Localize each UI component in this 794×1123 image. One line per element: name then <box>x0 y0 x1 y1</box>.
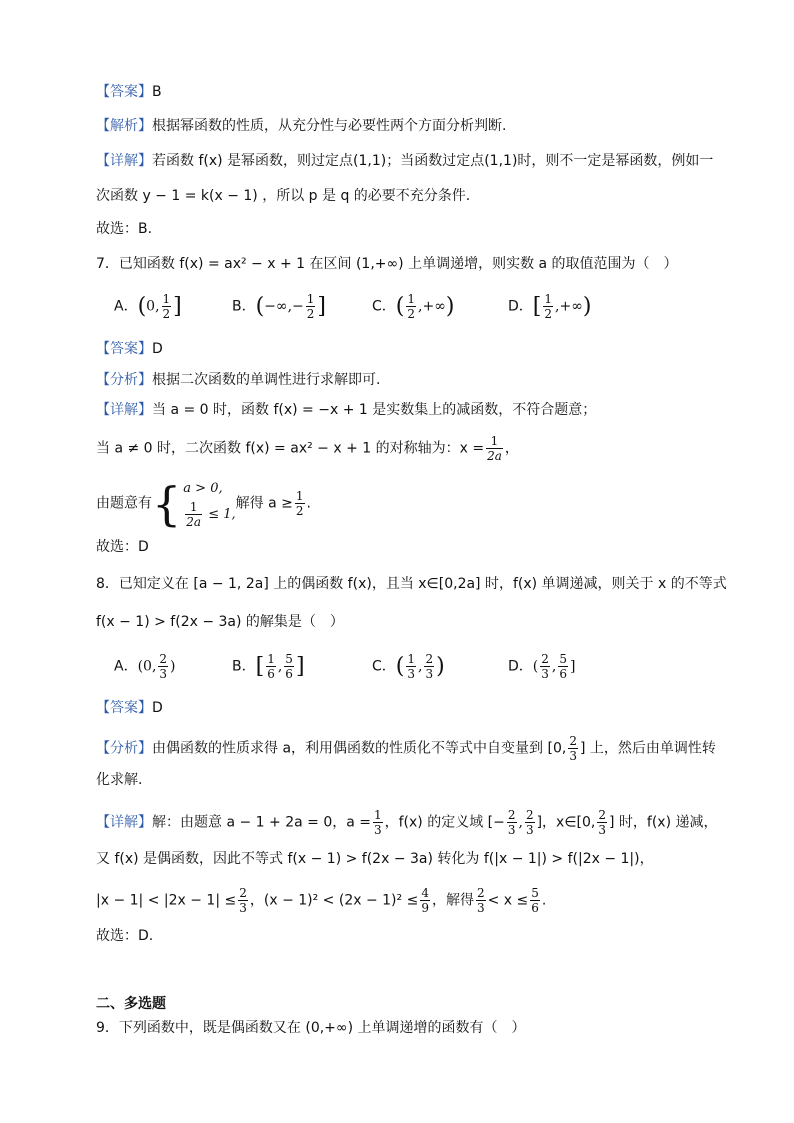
q8-stem-line-1: 8．已知定义在 [a − 1, 2a] 上的偶函数 f(x)，且当 x∈[0,2a] 时，f(x) 单调递减，则关于 x 的不等式 <box>96 576 727 592</box>
q7-option-d: D．[ $\frac{1}{2}$ ,+∞) <box>508 292 592 321</box>
q8-analysis-line-2: 化求解. <box>96 772 143 788</box>
q7-option-c: C．( $\frac{1}{2}$ ,+∞) <box>372 292 455 321</box>
analysis-text: 根据幂函数的性质，从充分性与必要性两个方面分析判断. <box>152 118 507 134</box>
q8-conclusion: 故选：D. <box>96 928 154 944</box>
q6-detail-line-1 <box>96 151 714 171</box>
detail-text: 次函数 y − 1 = k(x − 1) ，所以 p 是 q 的必要不充分条件. <box>96 188 471 204</box>
q8-option-c: C．( $\frac{1}{3}$ , $\frac{2}{3}$ ) <box>372 652 445 681</box>
answer-tag: 【答案】 <box>96 84 152 100</box>
analysis-tag: 【解析】 <box>96 118 152 134</box>
q8-stem-line-2: f(x − 1) > f(2x − 3a) 的解集是（ ） <box>96 614 344 630</box>
detail-tag: 【详解】 <box>96 153 152 169</box>
q8-detail-line-1: 【详解】解：由题意 a − 1 + 2a = 0，a = $\frac{1}{3}$ ，f(x) 的定义域 [− $\frac{2}{3}$ , $\frac{2}{3}$ ]，x∈[0, $\frac{2}{3}$ ] 时，f(x) 递减， <box>96 808 718 837</box>
q7-option-b: B．(−∞,− $\frac{1}{2}$ ] <box>232 292 327 321</box>
q7-analysis-line: 【分析】根据二次函数的单调性进行求解即可. <box>96 372 381 388</box>
q7-stem: 7．已知函数 f(x) = ax² − x + 1 在区间 (1,+∞) 上单调递增，则实数 a 的取值范围为（ ） <box>96 256 678 272</box>
q8-option-b: B．[ $\frac{1}{6}$ , $\frac{5}{6}$ ] <box>232 652 305 681</box>
q7-conclusion: 故选：D <box>96 539 149 555</box>
q8-analysis-line-1: 【分析】由偶函数的性质求得 a，利用偶函数的性质化不等式中自变量到 [0, $\frac{2}{3}$ ] 上，然后由单调性转 <box>96 734 716 763</box>
q9-stem: 9．下列函数中，既是偶函数又在 (0,+∞) 上单调递增的函数有（ ） <box>96 1020 526 1036</box>
q7-answer-line: 【答案】D <box>96 341 163 357</box>
q6-analysis-line <box>96 116 714 136</box>
q7-detail-line-1: 【详解】当 a = 0 时，函数 f(x) = −x + 1 是实数集上的减函数，不符合题意； <box>96 402 597 418</box>
q8-detail-line-2: 又 f(x) 是偶函数，因此不等式 f(x − 1) > f(2x − 3a) 转化为 f(|x − 1|) > f(|2x − 1|)， <box>96 851 654 867</box>
q6-conclusion: 故选：B. <box>96 221 153 237</box>
q6-answer-line <box>96 82 714 102</box>
answer-value: B <box>152 84 162 100</box>
section-heading: 二、多选题 <box>96 996 166 1012</box>
q6-detail-line-2 <box>96 186 714 206</box>
q7-detail-line-2: 当 a ≠ 0 时，二次函数 f(x) = ax² − x + 1 的对称轴为：x = $\frac{1}{2a}$ ， <box>96 434 519 463</box>
q7-option-a: A．(0, $\frac{1}{2}$ ] <box>114 292 182 321</box>
q8-option-d: D．( $\frac{2}{3}$ , $\frac{5}{6}$ ] <box>508 652 576 681</box>
q7-detail-line-3: 由题意有{ a > 0, $\frac{1}{2a}$ ≤ 1, 解得 a ≥ $\frac{1}{2}$ . <box>96 476 311 531</box>
detail-text: 若函数 f(x) 是幂函数，则过定点(1,1)；当函数过定点(1,1)时，则不一定是幂函数，例如一 <box>152 153 714 169</box>
q8-option-a: A．(0, $\frac{2}{3}$ ) <box>114 652 176 681</box>
q8-answer-line: 【答案】D <box>96 700 163 716</box>
q8-detail-line-3: |x − 1| < |2x − 1| ≤ $\frac{2}{3}$ ，(x − 1)² < (2x − 1)² ≤ $\frac{4}{9}$ ，解得 $\frac{2}{3}$ < x ≤ $\frac{5}{6}$ . <box>96 886 547 915</box>
